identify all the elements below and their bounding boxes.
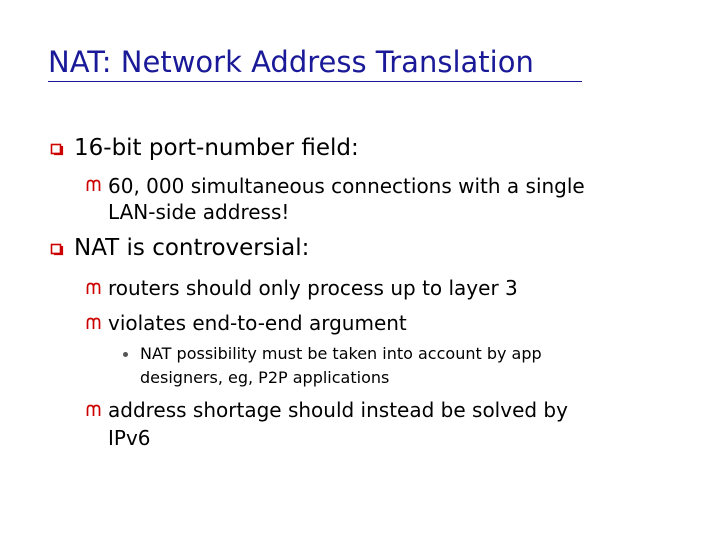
slide-title: NAT: Network Address Translation <box>48 45 534 79</box>
hollow-square-bullet-icon <box>50 143 64 157</box>
rounded-m-bullet-icon <box>86 281 101 296</box>
sub-bullet-1-1-line-2: LAN-side address! <box>108 200 290 224</box>
sub-sub-bullet-line-2: designers, eg, P2P applications <box>140 368 390 387</box>
sub-sub-bullet-line-1: NAT possibility must be taken into account by app <box>140 344 542 363</box>
bullet-1-text: 16-bit port-number field: <box>74 135 359 161</box>
sub-bullet-2-3-line-2: IPv6 <box>108 426 151 450</box>
sub-bullet-2-3-line-1: address shortage should instead be solved by <box>108 398 568 422</box>
rounded-m-bullet-icon <box>86 178 101 193</box>
dot-bullet-icon <box>123 352 128 357</box>
sub-bullet-2-2: violates end-to-end argument <box>108 311 407 335</box>
bullet-2-text: NAT is controversial: <box>74 235 310 261</box>
title-underline <box>48 81 582 82</box>
hollow-square-bullet-icon <box>50 243 64 257</box>
rounded-m-bullet-icon <box>86 316 101 331</box>
sub-bullet-2-1: routers should only process up to layer 3 <box>108 276 518 300</box>
sub-bullet-1-1-line-1: 60, 000 simultaneous connections with a single <box>108 174 585 198</box>
rounded-m-bullet-icon <box>86 403 101 418</box>
